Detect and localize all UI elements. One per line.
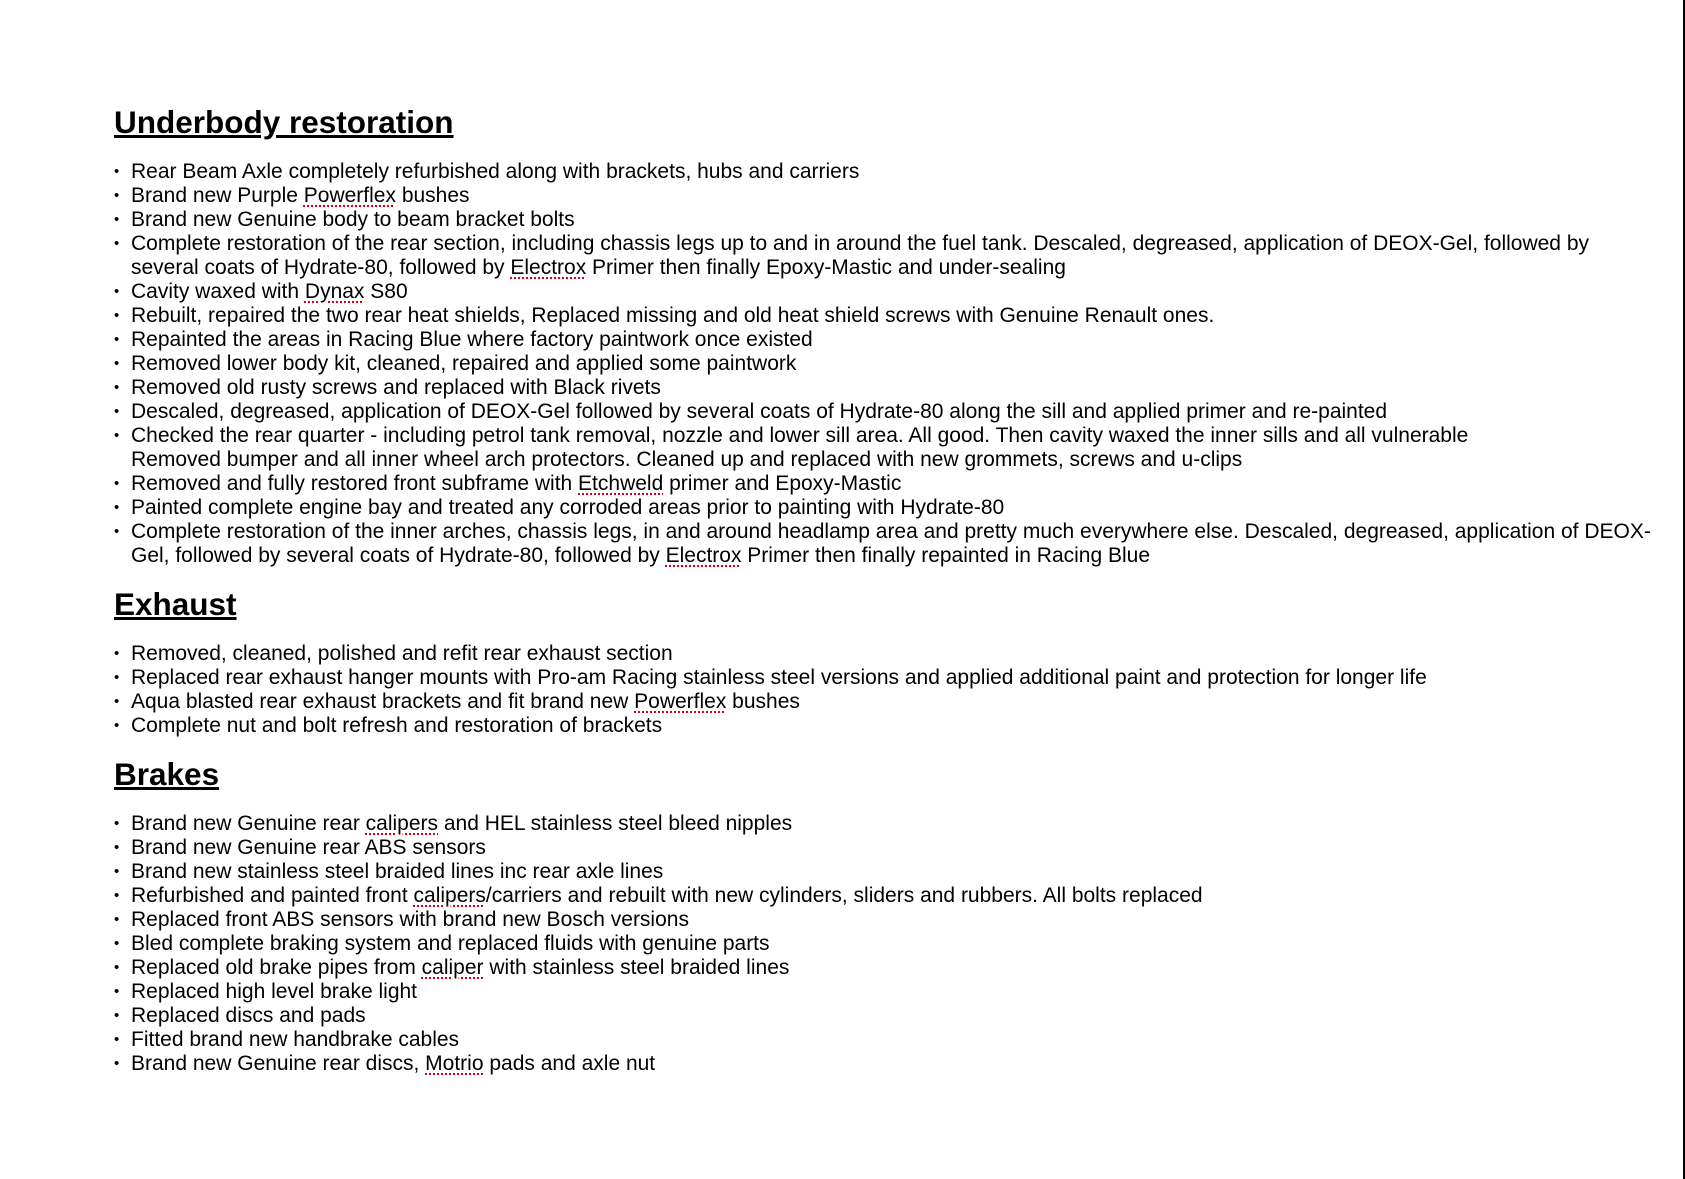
spellcheck-flag[interactable]: Etchweld xyxy=(578,472,664,495)
list-item: • Checked the rear quarter - including petrol tank removal, nozzle and lower sill area. All good. Then cavity waxed the inner sills and all vulnerable Removed bumper and all inner wheel arch protectors. Cleaned up and replaced with new grommets, screws and u-clips xyxy=(114,424,1654,472)
list-item: • Brand new stainless steel braided lines inc rear axle lines xyxy=(114,860,1654,884)
spellcheck-flag[interactable]: caliper xyxy=(421,956,484,979)
list-brakes xyxy=(114,812,1654,1076)
list-item: • Refurbished and painted front calipers/carriers and rebuilt with new cylinders, sliders and rubbers. All bolts replaced xyxy=(114,884,1654,908)
list-item: • Brand new Purple Powerflex bushes xyxy=(114,184,1654,208)
list-item: • Removed old rusty screws and replaced with Black rivets xyxy=(114,376,1654,400)
list-item: • Rebuilt, repaired the two rear heat shields, Replaced missing and old heat shield screws with Genuine Renault ones. xyxy=(114,304,1654,328)
list-item: • Painted complete engine bay and treated any corroded areas prior to painting with Hydrate-80 xyxy=(114,496,1654,520)
spellcheck-flag[interactable]: calipers xyxy=(413,884,486,907)
spellcheck-flag[interactable]: Powerflex xyxy=(634,690,727,713)
section-heading-brakes: Brakes xyxy=(114,756,220,792)
spellcheck-flag[interactable]: Electrox xyxy=(665,544,742,567)
spellcheck-flag[interactable]: calipers xyxy=(365,812,439,835)
list-item: • Brand new Genuine rear discs, Motrio pads and axle nut xyxy=(114,1052,1654,1076)
list-item: • Replaced old brake pipes from caliper with stainless steel braided lines xyxy=(114,956,1654,980)
list-item: • Repainted the areas in Racing Blue where factory paintwork once existed xyxy=(114,328,1654,352)
list-item: • Bled complete braking system and replaced fluids with genuine parts xyxy=(114,932,1654,956)
list-item: • Brand new Genuine rear calipers and HEL stainless steel bleed nipples xyxy=(114,812,1654,836)
list-item: • Replaced rear exhaust hanger mounts with Pro-am Racing stainless steel versions and applied additional paint and protection for longer life xyxy=(114,666,1654,690)
list-item: • Removed, cleaned, polished and refit rear exhaust section xyxy=(114,642,1654,666)
list-item: • Complete restoration of the rear section, including chassis legs up to and in around the fuel tank. Descaled, degreased, application of DEOX-Gel, followed by several coats of Hydrate-80, followed by Electrox Primer then finally Epoxy-Mastic and under-sealing xyxy=(114,232,1654,280)
list-item: • Removed lower body kit, cleaned, repaired and applied some paintwork xyxy=(114,352,1654,376)
spellcheck-flag[interactable]: Powerflex xyxy=(303,184,396,207)
spellcheck-flag[interactable]: Motrio xyxy=(425,1052,484,1075)
list-item: • Removed and fully restored front subframe with Etchweld primer and Epoxy-Mastic xyxy=(114,472,1654,496)
list-item: • Replaced discs and pads xyxy=(114,1004,1654,1028)
section-heading-exhaust: Exhaust xyxy=(114,586,237,622)
document-body[interactable] xyxy=(114,104,1654,1100)
list-item: • Descaled, degreased, application of DEOX-Gel followed by several coats of Hydrate-80 along the sill and applied primer and re-painted xyxy=(114,400,1654,424)
spellcheck-flag[interactable]: Electrox xyxy=(510,256,587,279)
list-item: • Cavity waxed with Dynax S80 xyxy=(114,280,1654,304)
list-item: • Complete nut and bolt refresh and restoration of brackets xyxy=(114,714,1654,738)
list-item: • Complete restoration of the inner arches, chassis legs, in and around headlamp area and pretty much everywhere else. Descaled, degreased, application of DEOX-Gel, followed by several coats of Hydrate-80, followed by Electrox Primer then finally repainted in Racing Blue xyxy=(114,520,1654,568)
list-underbody xyxy=(114,160,1654,568)
list-item: • Brand new Genuine rear ABS sensors xyxy=(114,836,1654,860)
spellcheck-flag[interactable]: Dynax xyxy=(304,280,365,303)
list-item: • Aqua blasted rear exhaust brackets and fit brand new Powerflex bushes xyxy=(114,690,1654,714)
list-item: • Fitted brand new handbrake cables xyxy=(114,1028,1654,1052)
section-heading-underbody: Underbody restoration xyxy=(114,104,454,140)
list-item: • Brand new Genuine body to beam bracket bolts xyxy=(114,208,1654,232)
list-exhaust xyxy=(114,642,1654,738)
list-item: • Rear Beam Axle completely refurbished along with brackets, hubs and carriers xyxy=(114,160,1654,184)
list-item: • Replaced front ABS sensors with brand new Bosch versions xyxy=(114,908,1654,932)
list-item: • Replaced high level brake light xyxy=(114,980,1654,1004)
